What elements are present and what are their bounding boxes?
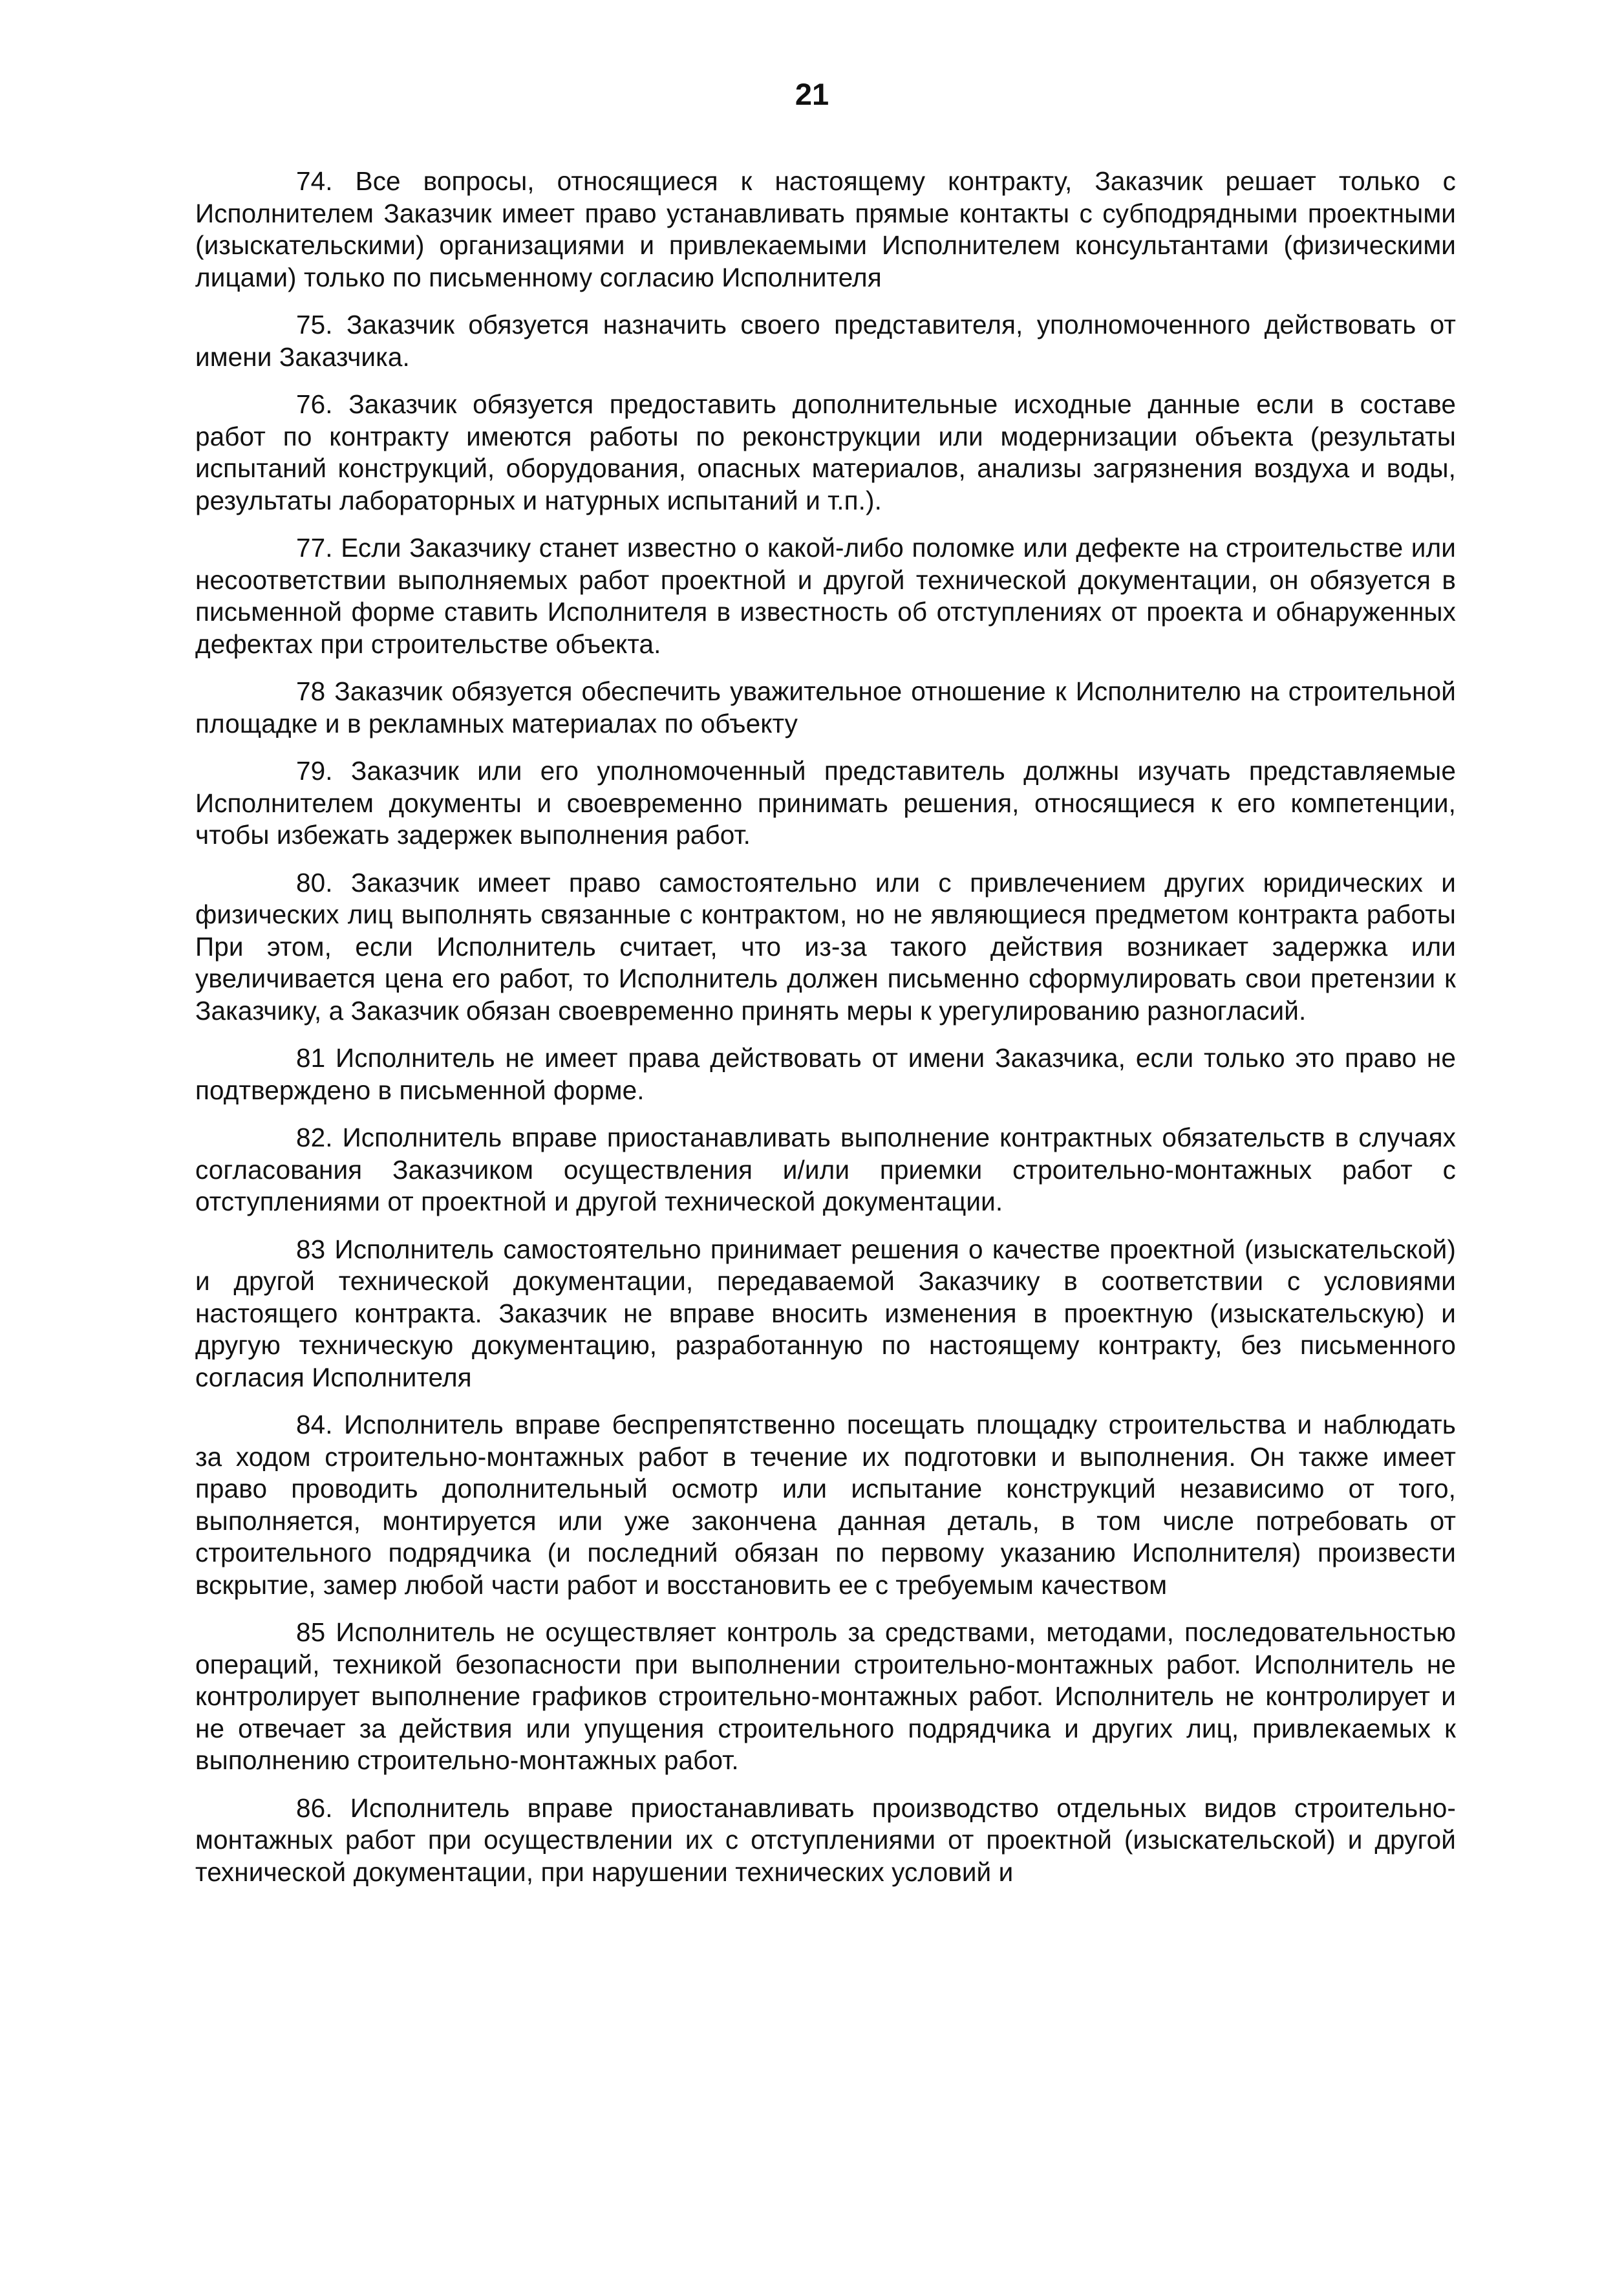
- clause-81: 81 Исполнитель не имеет права действовать от имени Заказчика, если только это право не подтверждено в письменной форме.: [195, 1043, 1456, 1105]
- clause-83: 83 Исполнитель самостоятельно принимает решения о качестве проектной (изыскательской) и другой технической документации, передаваемой Заказчику в соответствии с условиями настоящего контракта. Заказчик не вправе вносить изменения в проектную (изыскательскую) и другую техническую документацию, разработанную по настоящему контракту, без письменного согласия Исполнителя: [195, 1234, 1456, 1392]
- clause-85: 85 Исполнитель не осуществляет контроль за средствами, методами, последовательностью операций, техникой безопасности при выполнении строительно-монтажных работ. Исполнитель не контролирует выполнение графиков строительно-монтажных работ. Исполнитель не контролирует и не отвечает за действия или упущения строительного подрядчика и других лиц, привлекаемых к выполнению строительно-монтажных работ.: [195, 1617, 1456, 1775]
- clause-74: 74. Все вопросы, относящиеся к настоящему контракту, Заказчик решает только с Исполнителем Заказчик имеет право устанавливать прямые контакты с субподрядными проектными (изыскательскими) организациями и привлекаемыми Исполнителем консультантами (физическими лицами) только по письменному согласию Исполнителя: [195, 166, 1456, 292]
- page-number: 21: [795, 77, 829, 111]
- clause-76: 76. Заказчик обязуется предоставить дополнительные исходные данные если в составе работ по контракту имеются работы по реконструкции или модернизации объекта (результаты испытаний конструкций, оборудования, опасных материалов, анализы загрязнения воздуха и воды, результаты лабораторных и натурных испытаний и т.п.).: [195, 389, 1456, 515]
- clause-84: 84. Исполнитель вправе беспрепятственно посещать площадку строительства и наблюдать за ходом строительно-монтажных работ в течение их подготовки и выполнения. Он также имеет право проводить дополнительный осмотр или испытание конструкций независимо от того, выполняется, монтируется или уже закончена данная деталь, в том числе потребовать от строительного подрядчика (и последний обязан по первому указанию Исполнителя) произвести вскрытие, замер любой части работ и восстановить ее с требуемым качеством: [195, 1410, 1456, 1600]
- clause-80: 80. Заказчик имеет право самостоятельно или с привлечением других юридических и физических лиц выполнять связанные с контрактом, но не являющиеся предметом контракта работы При этом, если Исполнитель считает, что из-за такого действия возникает задержка или увеличивается цена его работ, то Исполнитель должен письменно сформулировать свои претензии к Заказчику, а Заказчик обязан своевременно принять меры к урегулированию разногласий.: [195, 867, 1456, 1026]
- clause-82: 82. Исполнитель вправе приостанавливать выполнение контрактных обязательств в случаях согласования Заказчиком осуществления и/или приемки строительно-монтажных работ с отступлениями от проектной и другой технической документации.: [195, 1123, 1456, 1216]
- clause-86: 86. Исполнитель вправе приостанавливать производство отдельных видов строительно-монтажных работ при осуществлении их с отступлениями от проектной (изыскательской) и другой технической документации, при нарушении технических условий и: [195, 1792, 1456, 1887]
- clause-77: 77. Если Заказчику станет известно о какой-либо поломке или дефекте на строительстве или несоответствии выполняемых работ проектной и другой технической документации, он обязуется в письменной форме ставить Исполнителя в известность об отступлениях от проекта и обнаруженных дефектах при строительстве объекта.: [195, 533, 1456, 659]
- clause-75: 75. Заказчик обязуется назначить своего представителя, уполномоченного действовать от имени Заказчика.: [195, 310, 1456, 372]
- clause-78: 78 Заказчик обязуется обеспечить уважительное отношение к Исполнителю на строительной площадке и в рекламных материалах по объекту: [195, 676, 1456, 738]
- document-body: [195, 166, 1456, 1904]
- clause-79: 79. Заказчик или его уполномоченный представитель должны изучать представляемые Исполнителем документы и своевременно принимать решения, относящиеся к его компетенции, чтобы избежать задержек выполнения работ.: [195, 756, 1456, 850]
